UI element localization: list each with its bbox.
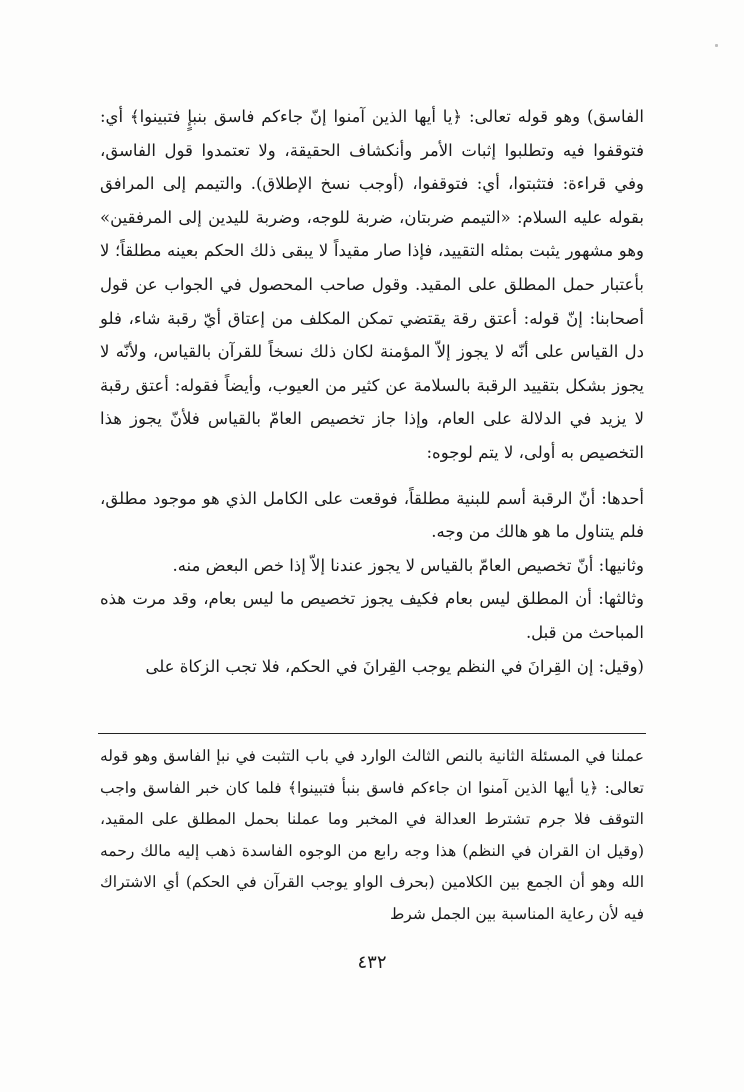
footnote xyxy=(100,741,644,931)
footnote-text: عملنا في المسئلة الثانية بالنص الثالث الوارد في باب التثبت في نبإ الفاسق وهو قوله تعالى: ﴿يا أيها الذين آمنوا ان جاءكم فاسق بنبأ فتبينوا﴾ فلما كان خبر الفاسق واجب التوقف فلا جرم تشترط العدالة في المخبر وما عملنا بحمل المطلق على المقيد، (وقيل ان القران في النظم) هذا وجه رابع من الوجوه الفاسدة ذهب إليه مالك رحمه الله وهو أن الجمع بين الكلامين (بحرف الواو يوجب القرآن في الحكم) أي الاشتراك فيه لأن رعاية المناسبة بين الجمل شرط xyxy=(100,747,644,923)
main-text xyxy=(100,100,644,683)
page-number: ٤٣٢ xyxy=(357,952,387,973)
footnote-divider xyxy=(98,733,646,734)
paragraph-first-reason: أحدها: أنّ الرقبة أسم للبنية مطلقاً، فوقعت على الكامل الذي هو موجود مطلق، فلم يتناول ما هو هالك من وجه. xyxy=(100,488,644,542)
paragraph-second-reason: وثانيها: أنّ تخصيص العامّ بالقياس لا يجوز عندنا إلاّ إذا خص البعض منه. xyxy=(172,555,644,575)
scan-speck xyxy=(715,44,718,47)
paragraph-continuation: (وقيل: إن القِرانَ في النظم يوجب القِرانَ في الحكم، فلا تجب الزكاة على xyxy=(145,656,644,676)
paragraph-third-reason: وثالثها: أن المطلق ليس بعام فكيف يجوز تخصيص ما ليس بعام، وقد مرت هذه المباحث من قبل. xyxy=(100,589,644,642)
paragraph-body: الفاسق) وهو قوله تعالى: ﴿يا أيها الذين آمنوا إنّ جاءكم فاسق بنبإٍ فتبينوا﴾ أي: فتوقفوا فيه وتطلبوا إثبات الأمر وأنكشاف الحقيقة، ولا تعتمدوا قول الفاسق، وفي قراءة: فتثبتوا، أي: فتوقفوا، (أوجب نسخ الإطلاق). والتيمم إلى المرافق بقوله عليه السلام: «التيمم ضربتان، ضربة للوجه، وضربة لليدين إلى المرفقين» وهو مشهور يثبت بمثله التقييد، فإذا صار مقيداً لا يبقى ذلك الحكم بعينه مطلقاً؛ لا بأعتبار حمل المطلق على المقيد. وقول صاحب المحصول في الجواب عن قول أصحابنا: إنّ قوله: أعتق رقة يقتضي تمكن المكلف من إعتاق أيّ رقبة شاء، فلو دل القياس على أنّه لا يجوز إلاّ المؤمنة لكان ذلك نسخاً للقرآن بالقياس، ولأنّه لا يجوز بشكل بتقييد الرقبة بالسلامة عن كثير من العيوب، وأيضاً فقوله: أعتق رقبة لا يزيد في الدلالة على العام، وإذا جاز تخصيص العامّ بالقياس فلأنّ يجوز هذا التخصيص به أولى، لا يتم لوجوه: xyxy=(100,107,644,462)
